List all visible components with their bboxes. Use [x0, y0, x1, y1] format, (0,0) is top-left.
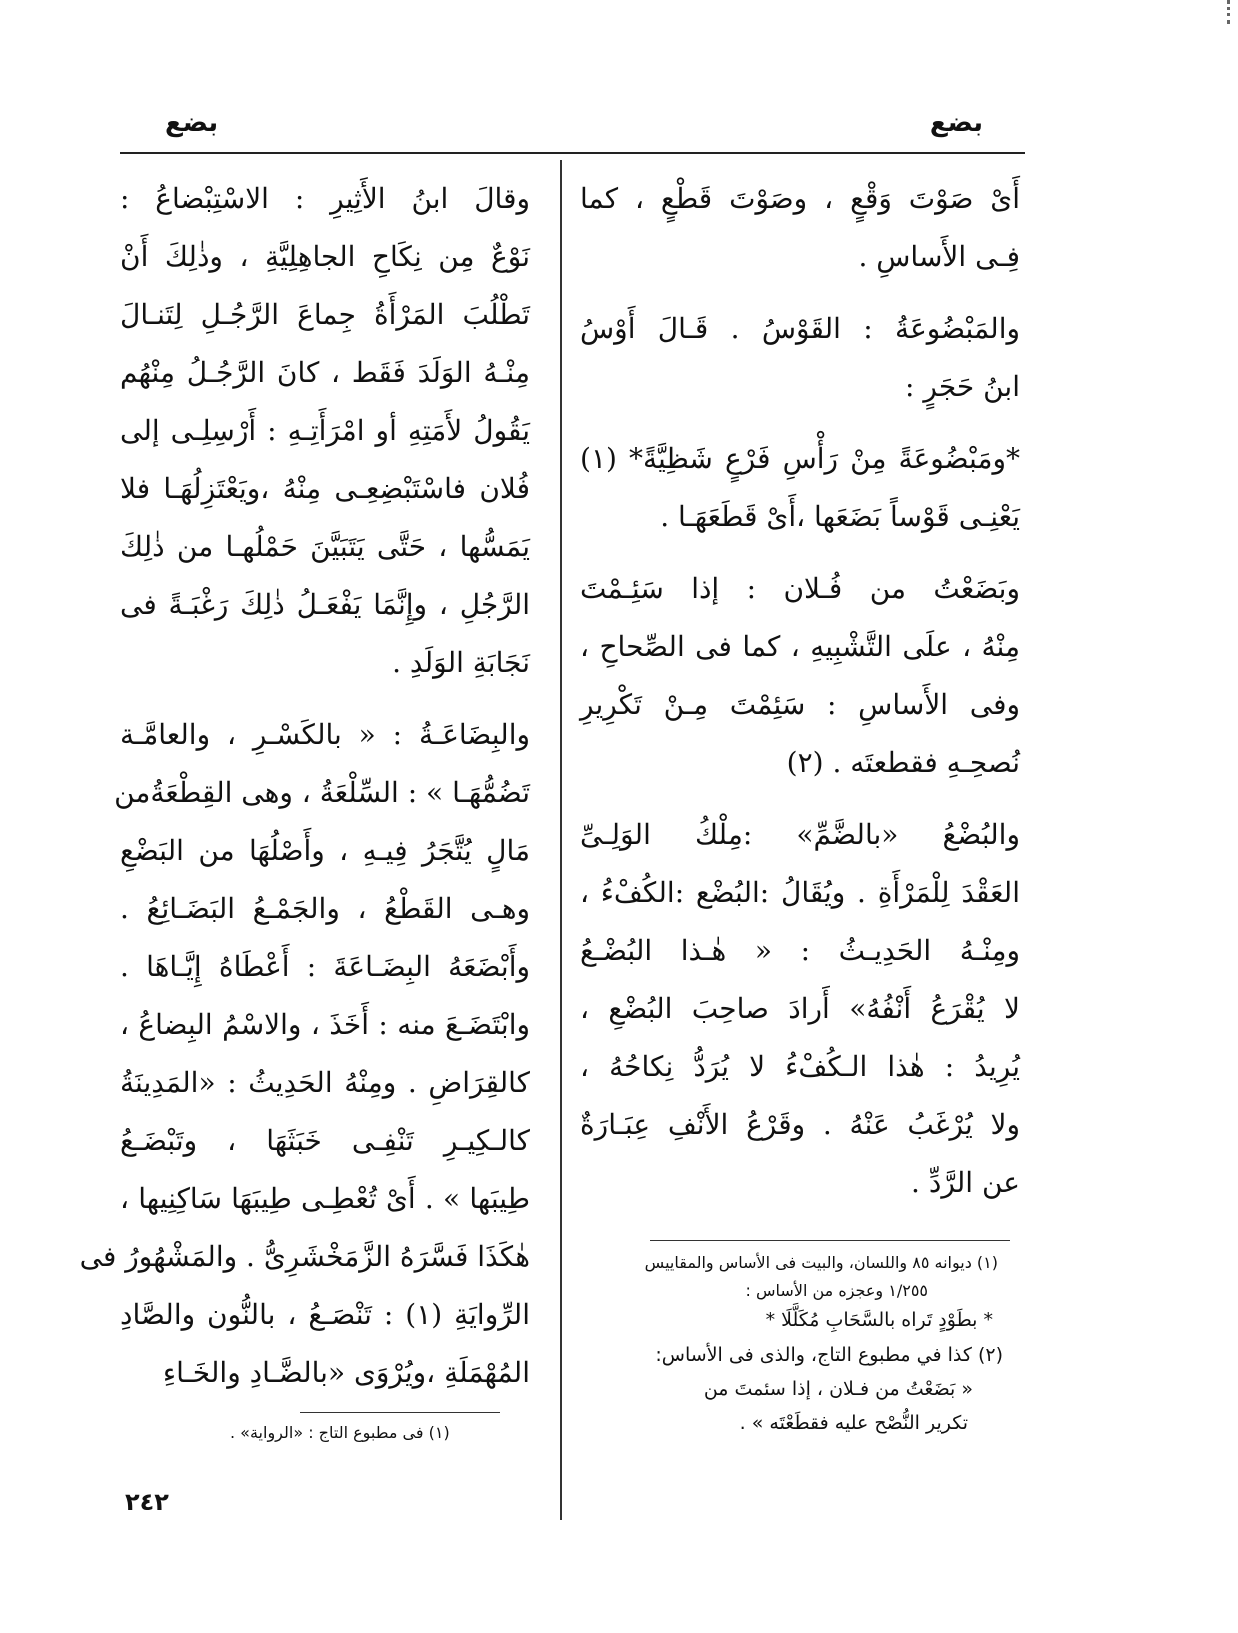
header-rule [120, 152, 1025, 154]
left-column-text-line: مِنْـهُ الوَلَدَ فَقَط ، كانَ الرَّجُـلُ مِنْهُم [120, 356, 530, 389]
right-column-text-line: لا يُقْرَعُ أَنْفُهُ» أَرادَ صاحِبَ البُضْعِ ، [580, 992, 1020, 1025]
left-column-text-line: فُلان فاسْتَبْضِعِـى مِنْهُ ،ويَعْتَزِلُهَـا فلا [120, 472, 530, 505]
footnote-right-1: (١) ديوانه ٨٥ واللسان، والبيت فى الأساس والمقاييس [644, 1253, 998, 1272]
left-column-text-line: وابْتَضَـعَ منه : أَخَذَ ، والاسْمُ البِضاعُ ، [120, 1008, 530, 1041]
left-column-text-line: وقالَ ابنُ الأَثِيرِ : الاسْتِبْضاعُ : [120, 182, 530, 215]
left-column-text-line: يَمَسُّها ، حَتَّى يَتَبَيَّنَ حَمْلُهـا من ذٰلِكَ [120, 530, 530, 563]
page-number: ٢٤٢ [125, 1488, 169, 1516]
right-column-text-line: مِنْهُ ، علَى التَّشْبِيهِ ، كما فى الصِّحاحِ ، [580, 630, 1020, 663]
right-column-paragraph-gap [580, 546, 1020, 560]
left-column-text-line: تَطْلُبَ المَرْأَةُ جِماعَ الرَّجُـلِ لِتَنـالَ [120, 298, 530, 331]
left-column-text-line: نَوْعٌ مِن نِكَاحِ الجاهِلِيَّةِ ، وذٰلِكَ أَنْ [120, 240, 530, 273]
left-column-text-line: نَجَابَةِ الوَلَدِ . [392, 646, 530, 679]
left-column-text-line: الرِّوايَةِ (١) : تَنْصَـعُ ، بالنُّون والصَّادِ [120, 1298, 530, 1331]
right-column-text-line: العَقْدَ لِلْمَرْأَةِ . ويُقَالُ :البُضْع :الكُفْءُ ، [580, 876, 1020, 909]
right-column-text-line: نُصحِـهِ فقطعتَه . (٢) [786, 746, 1020, 779]
right-column-text-line: فِـى الأَساسِ . [858, 240, 1020, 273]
right-column-text [580, 170, 1020, 1212]
column-divider [560, 160, 562, 1520]
left-column-text-line: الرَّجُلِ ، وإِنَّمَا يَفْعَـلُ ذٰلِكَ رَغْبَـةً فى [120, 588, 530, 621]
right-column-text-line: وبَضَعْتُ من فُـلان : إذا سَئِـمْتَ [580, 572, 1020, 605]
right-column-text-line: والبُضْعُ «بالضَّمِّ» :مِلْكُ الوَلِـىِّ [580, 818, 1020, 851]
right-column-text-line: وفى الأَساسِ : سَئِمْتَ مِـنْ تَكْرِيرِ [580, 688, 1020, 721]
left-column-text-line: هٰكَذَا فَسَّرَهُ الزَّمَخْشَرِىُّ . والمَشْهُورُ فى [79, 1240, 530, 1273]
footnote-right-4: (٢) كذا في مطبوع التاج، والذى فى الأساس: [655, 1344, 1003, 1366]
right-column-paragraph-gap [580, 286, 1020, 300]
right-column-text-line: ومِنْـهُ الحَدِيـثُ : « هٰـذا البُضْـعُ [580, 934, 1020, 967]
footnote-right-3: * بطَوْدٍ تَراه بالسَّحَابِ مُكَلَّلَا * [765, 1309, 993, 1331]
right-column-paragraph-gap [580, 792, 1020, 806]
header-word-right: بضع [929, 108, 983, 138]
left-column-text [79, 170, 530, 1402]
left-column-text-line: كالقِرَاضِ . ومِنْهُ الحَدِيثُ : «المَدِينَةُ [120, 1066, 530, 1099]
left-column-text-line: تَضُمُّهَـا » : السِّلْعَةُ ، وهى القِطْعَةُمن [114, 776, 530, 809]
right-column-text-line: أَىْ صَوْتَ وَقْعٍ ، وصَوْتَ قَطْعٍ ، كما [580, 182, 1020, 215]
left-column-text-line: المُهْمَلَةِ ،ويُرْوَى «بالضَّـادِ والخَـاءِ [162, 1356, 530, 1389]
left-column-text-line: يَقُولُ لأَمَتِهِ أو امْرَأَتِـهِ : أَرْسِلِـى إلى [120, 414, 530, 447]
footnote-right-5: « بَضَعْتُ من فـلان ، إذا سئمتَ من [703, 1378, 973, 1400]
right-column-text-line: والمَبْضُوعَةُ : القَوْسُ . قَـالَ أَوْسُ [580, 312, 1020, 345]
right-column-text-line: يَعْنِـى قَوْساً بَضَعَها ،أَىْ قَطَعَهَـا . [660, 500, 1020, 533]
left-column-paragraph-gap [120, 692, 530, 706]
left-column-text-line: وأَبْضَعَهُ البِضَـاعَةَ : أَعْطَاهُ إِيَّـاهَا . [120, 950, 530, 983]
footnote-right-6: تكرير النُّصْح عليه فقطَعْتَه » . [739, 1412, 968, 1434]
left-column-text-line: كالـكِيـرِ تَنْفِـى خَبَثَهَا ، وتَبْضَـعُ [120, 1124, 530, 1157]
right-column-text-line: *ومَبْضُوعَةً مِنْ رَأْسِ فَرْعٍ شَظِيَّةً* (١) [580, 442, 1020, 475]
right-column-text-line: ولا يُرْغَبُ عَنْهُ . وقَرْعُ الأَنْفِ عِبَـارَةٌ [580, 1108, 1020, 1141]
footnote-rule-right [650, 1240, 1010, 1241]
scan-edge-mark [1217, 0, 1230, 24]
right-column-text-line: ابنُ حَجَرٍ : [905, 370, 1020, 403]
left-column-text-line: مَالٍ يُتَّجَرُ فِيـهِ ، وأَصْلُهَا من البَضْعِ [120, 834, 530, 867]
header-word-left: بضع [165, 108, 219, 138]
right-column-text-line: عن الرَّدِّ . [911, 1166, 1020, 1199]
right-column-paragraph-gap [580, 416, 1020, 430]
right-column-text-line: يُرِيدُ : هٰذا الـكُفْءُ لا يُرَدُّ نِكاحُهُ ، [580, 1050, 1020, 1083]
left-column-text-line: طِيبَها » . أَىْ تُعْطِـى طِيبَهَا سَاكِنِيها ، [120, 1182, 530, 1215]
left-column-text-line: والبِضَاعَـةُ : « بالكَسْـرِ ، والعامَّـة [120, 718, 530, 751]
left-column-text-line: وهـى القَطْعُ ، والجَمْـعُ البَضَـائِعُ . [120, 892, 530, 925]
footnote-left-1: (١) فى مطبوع التاج : «الرواية» . [230, 1423, 450, 1442]
footnote-right-2: ١/٢٥٥ وعجزه من الأساس : [745, 1281, 928, 1300]
footnote-rule-left [300, 1412, 500, 1413]
